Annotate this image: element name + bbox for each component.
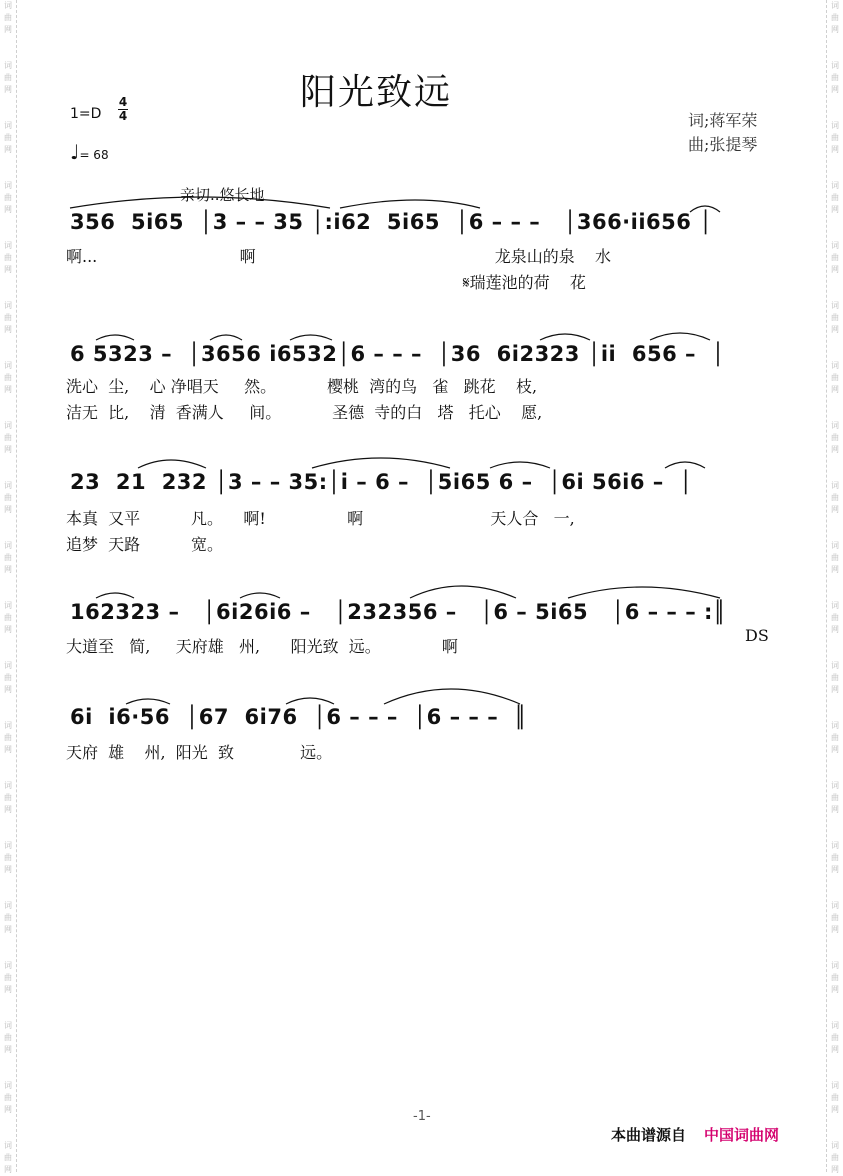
- side-watermark-char: 词: [4, 241, 12, 250]
- music-line-3: 23 21 232 │3 – – 35:│i – 6 – │5i65 6 – │6i 56i6 – │: [70, 470, 693, 494]
- side-watermark-char: 网: [4, 625, 12, 634]
- side-watermark-char: 词: [831, 901, 839, 910]
- slur: [210, 335, 242, 340]
- slur: [312, 458, 450, 468]
- side-watermark-char: 网: [831, 1105, 839, 1114]
- side-watermark-char: 曲: [831, 673, 839, 682]
- side-watermark-char: 词: [4, 361, 12, 370]
- side-watermark-char: 曲: [4, 1153, 12, 1162]
- slur: [650, 333, 710, 340]
- side-watermark-char: 曲: [4, 733, 12, 742]
- side-watermark-char: 曲: [831, 553, 839, 562]
- side-watermark-char: 网: [4, 505, 12, 514]
- side-watermark-char: 词: [4, 841, 12, 850]
- side-watermark-char: 网: [831, 685, 839, 694]
- side-watermark-char: 词: [4, 541, 12, 550]
- lyric-line-1a: 啊... 啊 龙泉山的泉 水: [66, 247, 612, 266]
- side-watermark-char: 网: [4, 565, 12, 574]
- side-watermark-char: 网: [831, 205, 839, 214]
- slur: [690, 206, 720, 212]
- side-watermark-char: 曲: [831, 1153, 839, 1162]
- side-watermark-char: 词: [831, 1021, 839, 1030]
- side-watermark-char: 网: [831, 1165, 839, 1174]
- side-watermark-char: 曲: [4, 673, 12, 682]
- lyric-line-5a: 天府 雄 州, 阳光 致 远。: [66, 743, 333, 762]
- side-watermark-char: 词: [4, 301, 12, 310]
- slur: [126, 699, 170, 704]
- side-watermark-char: 词: [4, 1, 12, 10]
- side-watermark-char: 词: [831, 661, 839, 670]
- side-watermark-char: 网: [4, 1105, 12, 1114]
- side-watermark-char: 曲: [831, 73, 839, 82]
- side-watermark-char: 曲: [831, 793, 839, 802]
- lyric-line-4a: 大道至 简, 天府雄 州, 阳光致 远。 啊: [66, 637, 458, 656]
- side-watermark-char: 词: [831, 241, 839, 250]
- page-number: -1-: [413, 1109, 431, 1124]
- source-brand: 中国词曲网: [704, 1126, 780, 1144]
- side-watermark-char: 网: [4, 145, 12, 154]
- slur: [96, 335, 134, 340]
- side-watermark-char: 网: [4, 25, 12, 34]
- side-watermark-char: 网: [831, 445, 839, 454]
- side-watermark-char: 网: [4, 265, 12, 274]
- slur: [290, 335, 332, 340]
- side-watermark-char: 曲: [831, 1093, 839, 1102]
- composer-credit: 曲;张提琴: [688, 135, 758, 154]
- side-watermark-char: 网: [831, 625, 839, 634]
- side-watermark-char: 词: [831, 481, 839, 490]
- slur: [568, 587, 720, 598]
- expression-marking: 亲切..悠长地: [180, 186, 265, 204]
- music-line-1: 356 5i65 │3 – – 35 │:i62 5i65 │6 – – – │366·ii656 │: [70, 210, 713, 234]
- side-watermark-char: 词: [831, 841, 839, 850]
- side-watermark-char: 曲: [831, 613, 839, 622]
- tempo-value: = 68: [79, 148, 109, 162]
- side-watermark-char: 网: [4, 745, 12, 754]
- side-watermark-char: 曲: [4, 73, 12, 82]
- side-watermark-char: 曲: [4, 193, 12, 202]
- side-watermark-char: 曲: [831, 313, 839, 322]
- time-signature-top: 4: [118, 95, 128, 109]
- slur: [70, 197, 330, 208]
- side-watermark-char: 网: [831, 385, 839, 394]
- side-watermark-char: 曲: [4, 493, 12, 502]
- side-watermark-char: 词: [4, 961, 12, 970]
- side-watermark-char: 网: [831, 985, 839, 994]
- side-watermark-char: 网: [4, 385, 12, 394]
- side-watermark-char: 曲: [831, 913, 839, 922]
- side-watermark-char: 词: [831, 121, 839, 130]
- side-watermark-char: 网: [831, 1045, 839, 1054]
- side-watermark-char: 网: [4, 805, 12, 814]
- music-line-4: 162323 – │6i26i6 – │232356 – │6 – 5i65 │6 – – – :║: [70, 600, 727, 624]
- side-watermark-char: 词: [831, 721, 839, 730]
- slur: [540, 334, 590, 340]
- side-watermark-char: 曲: [4, 793, 12, 802]
- song-title: 阳光致远: [300, 72, 453, 113]
- side-watermark-char: 曲: [4, 1033, 12, 1042]
- side-watermark-char: 词: [4, 1141, 12, 1150]
- side-watermark-char: 网: [831, 505, 839, 514]
- side-watermark-char: 词: [4, 661, 12, 670]
- side-watermark-char: 网: [831, 85, 839, 94]
- slur: [384, 689, 520, 704]
- side-watermark-char: 网: [831, 25, 839, 34]
- side-watermark-char: 曲: [4, 13, 12, 22]
- slur: [96, 593, 134, 598]
- side-watermark-char: 网: [831, 565, 839, 574]
- side-watermark-char: 曲: [4, 973, 12, 982]
- key-signature: 1=D: [70, 106, 102, 122]
- side-watermark-char: 词: [4, 601, 12, 610]
- side-watermark-char: 词: [4, 1081, 12, 1090]
- side-watermark-char: 网: [4, 685, 12, 694]
- slur: [240, 593, 280, 598]
- side-watermark-char: 曲: [831, 13, 839, 22]
- source-credit: [611, 1124, 779, 1145]
- side-watermark-char: 曲: [4, 1093, 12, 1102]
- slur: [286, 698, 334, 704]
- side-watermark-char: 词: [4, 1021, 12, 1030]
- slur: [665, 462, 705, 468]
- side-watermark-char: 曲: [831, 433, 839, 442]
- side-watermark-char: 曲: [831, 193, 839, 202]
- lyric-line-1b: 𝄋瑞莲池的荷 花: [66, 273, 586, 292]
- side-watermark-char: 曲: [4, 613, 12, 622]
- side-watermark-char: 曲: [831, 1033, 839, 1042]
- side-watermark-char: 曲: [4, 133, 12, 142]
- lyric-line-2a: 洗心 尘, 心 净唱天 然。 樱桃 湾的鸟 雀 跳花 枝,: [66, 377, 538, 396]
- side-watermark-char: 词: [4, 61, 12, 70]
- side-watermark-char: 网: [831, 925, 839, 934]
- side-watermark-char: 词: [831, 1081, 839, 1090]
- side-watermark-char: 曲: [831, 253, 839, 262]
- side-watermark-char: 曲: [831, 373, 839, 382]
- side-watermark-char: 网: [4, 205, 12, 214]
- slur: [410, 586, 516, 598]
- side-watermark-char: 网: [4, 985, 12, 994]
- side-watermark-char: 词: [4, 721, 12, 730]
- slur: [138, 460, 206, 468]
- side-watermark-char: 词: [831, 781, 839, 790]
- slur: [340, 200, 480, 208]
- side-watermark-char: 曲: [4, 913, 12, 922]
- side-watermark-char: 曲: [4, 553, 12, 562]
- side-watermark-char: 网: [4, 325, 12, 334]
- side-watermark-char: 曲: [4, 433, 12, 442]
- side-watermark-char: 网: [831, 805, 839, 814]
- side-watermark-char: 曲: [4, 373, 12, 382]
- side-watermark-char: 词: [4, 781, 12, 790]
- side-watermark-char: 网: [831, 745, 839, 754]
- side-watermark-char: 词: [831, 181, 839, 190]
- side-watermark-char: 词: [831, 1, 839, 10]
- side-watermark-char: 网: [831, 865, 839, 874]
- side-watermark-char: 词: [831, 961, 839, 970]
- side-watermark-char: 曲: [831, 493, 839, 502]
- side-watermark-char: 网: [4, 85, 12, 94]
- side-watermark-char: 词: [831, 361, 839, 370]
- side-watermark-char: 曲: [831, 853, 839, 862]
- side-watermark-char: 曲: [4, 253, 12, 262]
- side-watermark-char: 曲: [831, 133, 839, 142]
- side-watermark-char: 词: [831, 541, 839, 550]
- quarter-note-icon: ♩: [70, 140, 80, 164]
- side-watermark-char: 曲: [4, 853, 12, 862]
- lyric-line-2b: 洁无 比, 清 香满人 间。 圣德 寺的白 塔 托心 愿,: [66, 403, 543, 422]
- music-line-2: 6 5323 – │3656 i6532│6 – – – │36 6i2323 │ii 656 – │: [70, 342, 725, 366]
- side-watermark-char: 词: [4, 901, 12, 910]
- side-watermark-char: 网: [4, 865, 12, 874]
- side-watermark-char: 曲: [831, 733, 839, 742]
- side-watermark-char: 网: [831, 145, 839, 154]
- side-watermark-char: 词: [831, 601, 839, 610]
- side-watermark-char: 网: [4, 1165, 12, 1174]
- side-watermark-char: 曲: [4, 313, 12, 322]
- source-label: 本曲谱源自: [611, 1126, 687, 1144]
- side-watermark-char: 词: [4, 181, 12, 190]
- slur: [490, 462, 550, 468]
- side-watermark-char: 词: [4, 481, 12, 490]
- lyric-line-3a: 本真 又平 凡。 啊! 啊 天人合 一,: [66, 509, 575, 528]
- lyricist-credit: 词;蒋军荣: [688, 111, 758, 130]
- side-watermark-char: 网: [4, 1045, 12, 1054]
- side-watermark-char: 网: [831, 265, 839, 274]
- side-watermark-char: 词: [4, 121, 12, 130]
- side-watermark-char: 网: [831, 325, 839, 334]
- side-watermark-char: 曲: [831, 973, 839, 982]
- time-signature-bottom: 4: [118, 109, 128, 123]
- side-watermark-char: 词: [4, 421, 12, 430]
- side-watermark-char: 词: [831, 1141, 839, 1150]
- side-watermark-char: 词: [831, 301, 839, 310]
- lyric-line-3b: 追梦 天路 宽。: [66, 535, 224, 554]
- side-watermark-char: 网: [4, 445, 12, 454]
- side-watermark-char: 词: [831, 61, 839, 70]
- music-line-5: 6i i6·56 │67 6i76 │6 – – – │6 – – – ║: [70, 705, 527, 729]
- ds-mark: DS: [745, 626, 769, 645]
- side-watermark-char: 网: [4, 925, 12, 934]
- side-watermark-char: 词: [831, 421, 839, 430]
